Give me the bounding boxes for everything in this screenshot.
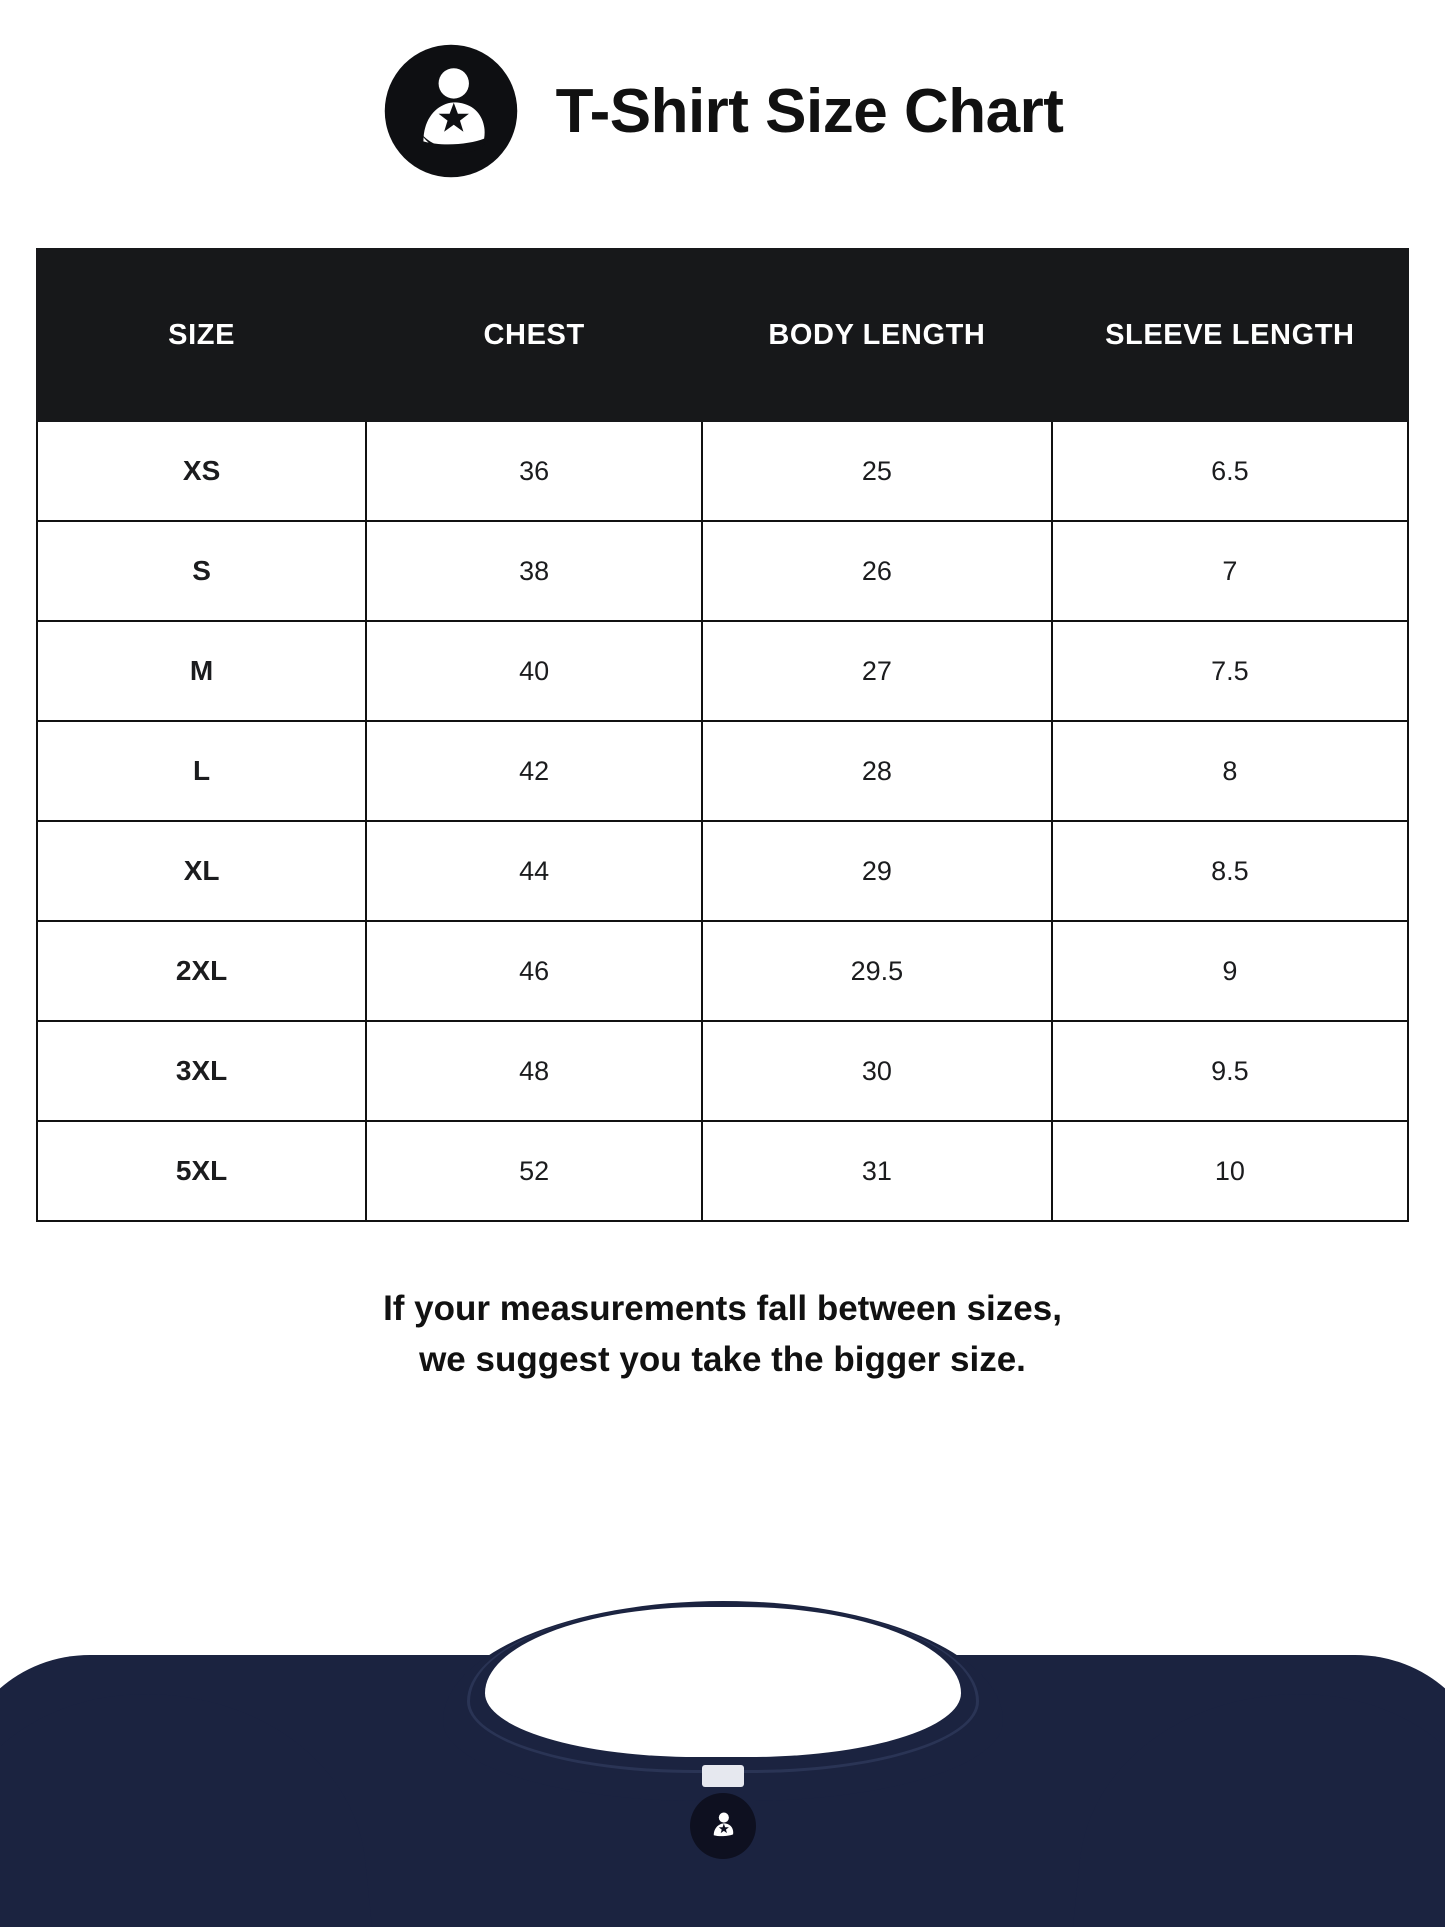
- page-header: [0, 0, 1445, 190]
- table-row: [37, 421, 1408, 521]
- cell-body-length: 30: [702, 1021, 1052, 1121]
- page-title: T-Shirt Size Chart: [555, 76, 1064, 146]
- cell-size: XS: [37, 421, 366, 521]
- table-row: [37, 821, 1408, 921]
- tshirt-collar-rib: [467, 1605, 979, 1773]
- sizing-note-line-2: we suggest you take the bigger size.: [419, 1339, 1026, 1379]
- column-header-sleeve-length: SLEEVE LENGTH: [1052, 249, 1408, 421]
- cell-size: XL: [37, 821, 366, 921]
- sizing-note: [183, 1284, 1263, 1386]
- cell-body-length: 31: [702, 1121, 1052, 1221]
- cell-size: S: [37, 521, 366, 621]
- cell-chest: 44: [366, 821, 702, 921]
- column-header-body-length: BODY LENGTH: [702, 249, 1052, 421]
- cell-size: 2XL: [37, 921, 366, 1021]
- cell-size: 3XL: [37, 1021, 366, 1121]
- cell-body-length: 28: [702, 721, 1052, 821]
- baby-carrier-logo-icon: [382, 42, 520, 180]
- cell-chest: 36: [366, 421, 702, 521]
- cell-sleeve-length: 9.5: [1052, 1021, 1408, 1121]
- table-row: [37, 1021, 1408, 1121]
- size-table-container: [36, 248, 1409, 1222]
- column-header-size: SIZE: [37, 249, 366, 421]
- cell-body-length: 26: [702, 521, 1052, 621]
- cell-sleeve-length: 7: [1052, 521, 1408, 621]
- cell-chest: 48: [366, 1021, 702, 1121]
- table-header: [37, 249, 1408, 421]
- cell-chest: 38: [366, 521, 702, 621]
- table-body: [37, 421, 1408, 1221]
- table-row: [37, 921, 1408, 1021]
- column-header-chest: CHEST: [366, 249, 702, 421]
- cell-sleeve-length: 10: [1052, 1121, 1408, 1221]
- tshirt-image: [0, 1597, 1445, 1927]
- cell-sleeve-length: 9: [1052, 921, 1408, 1021]
- table-header-row: [37, 249, 1408, 421]
- care-label-icon: [702, 1765, 744, 1787]
- cell-size: M: [37, 621, 366, 721]
- table-row: [37, 621, 1408, 721]
- brand-tag-icon: [690, 1793, 756, 1859]
- cell-size: 5XL: [37, 1121, 366, 1221]
- cell-body-length: 25: [702, 421, 1052, 521]
- cell-sleeve-length: 6.5: [1052, 421, 1408, 521]
- cell-chest: 52: [366, 1121, 702, 1221]
- cell-sleeve-length: 8.5: [1052, 821, 1408, 921]
- cell-body-length: 27: [702, 621, 1052, 721]
- table-row: [37, 1121, 1408, 1221]
- table-row: [37, 721, 1408, 821]
- sizing-note-line-1: If your measurements fall between sizes,: [383, 1289, 1062, 1328]
- cell-chest: 46: [366, 921, 702, 1021]
- cell-sleeve-length: 8: [1052, 721, 1408, 821]
- cell-chest: 40: [366, 621, 702, 721]
- cell-body-length: 29.5: [702, 921, 1052, 1021]
- cell-sleeve-length: 7.5: [1052, 621, 1408, 721]
- table-row: [37, 521, 1408, 621]
- cell-body-length: 29: [702, 821, 1052, 921]
- cell-size: L: [37, 721, 366, 821]
- cell-chest: 42: [366, 721, 702, 821]
- size-table: [36, 248, 1409, 1222]
